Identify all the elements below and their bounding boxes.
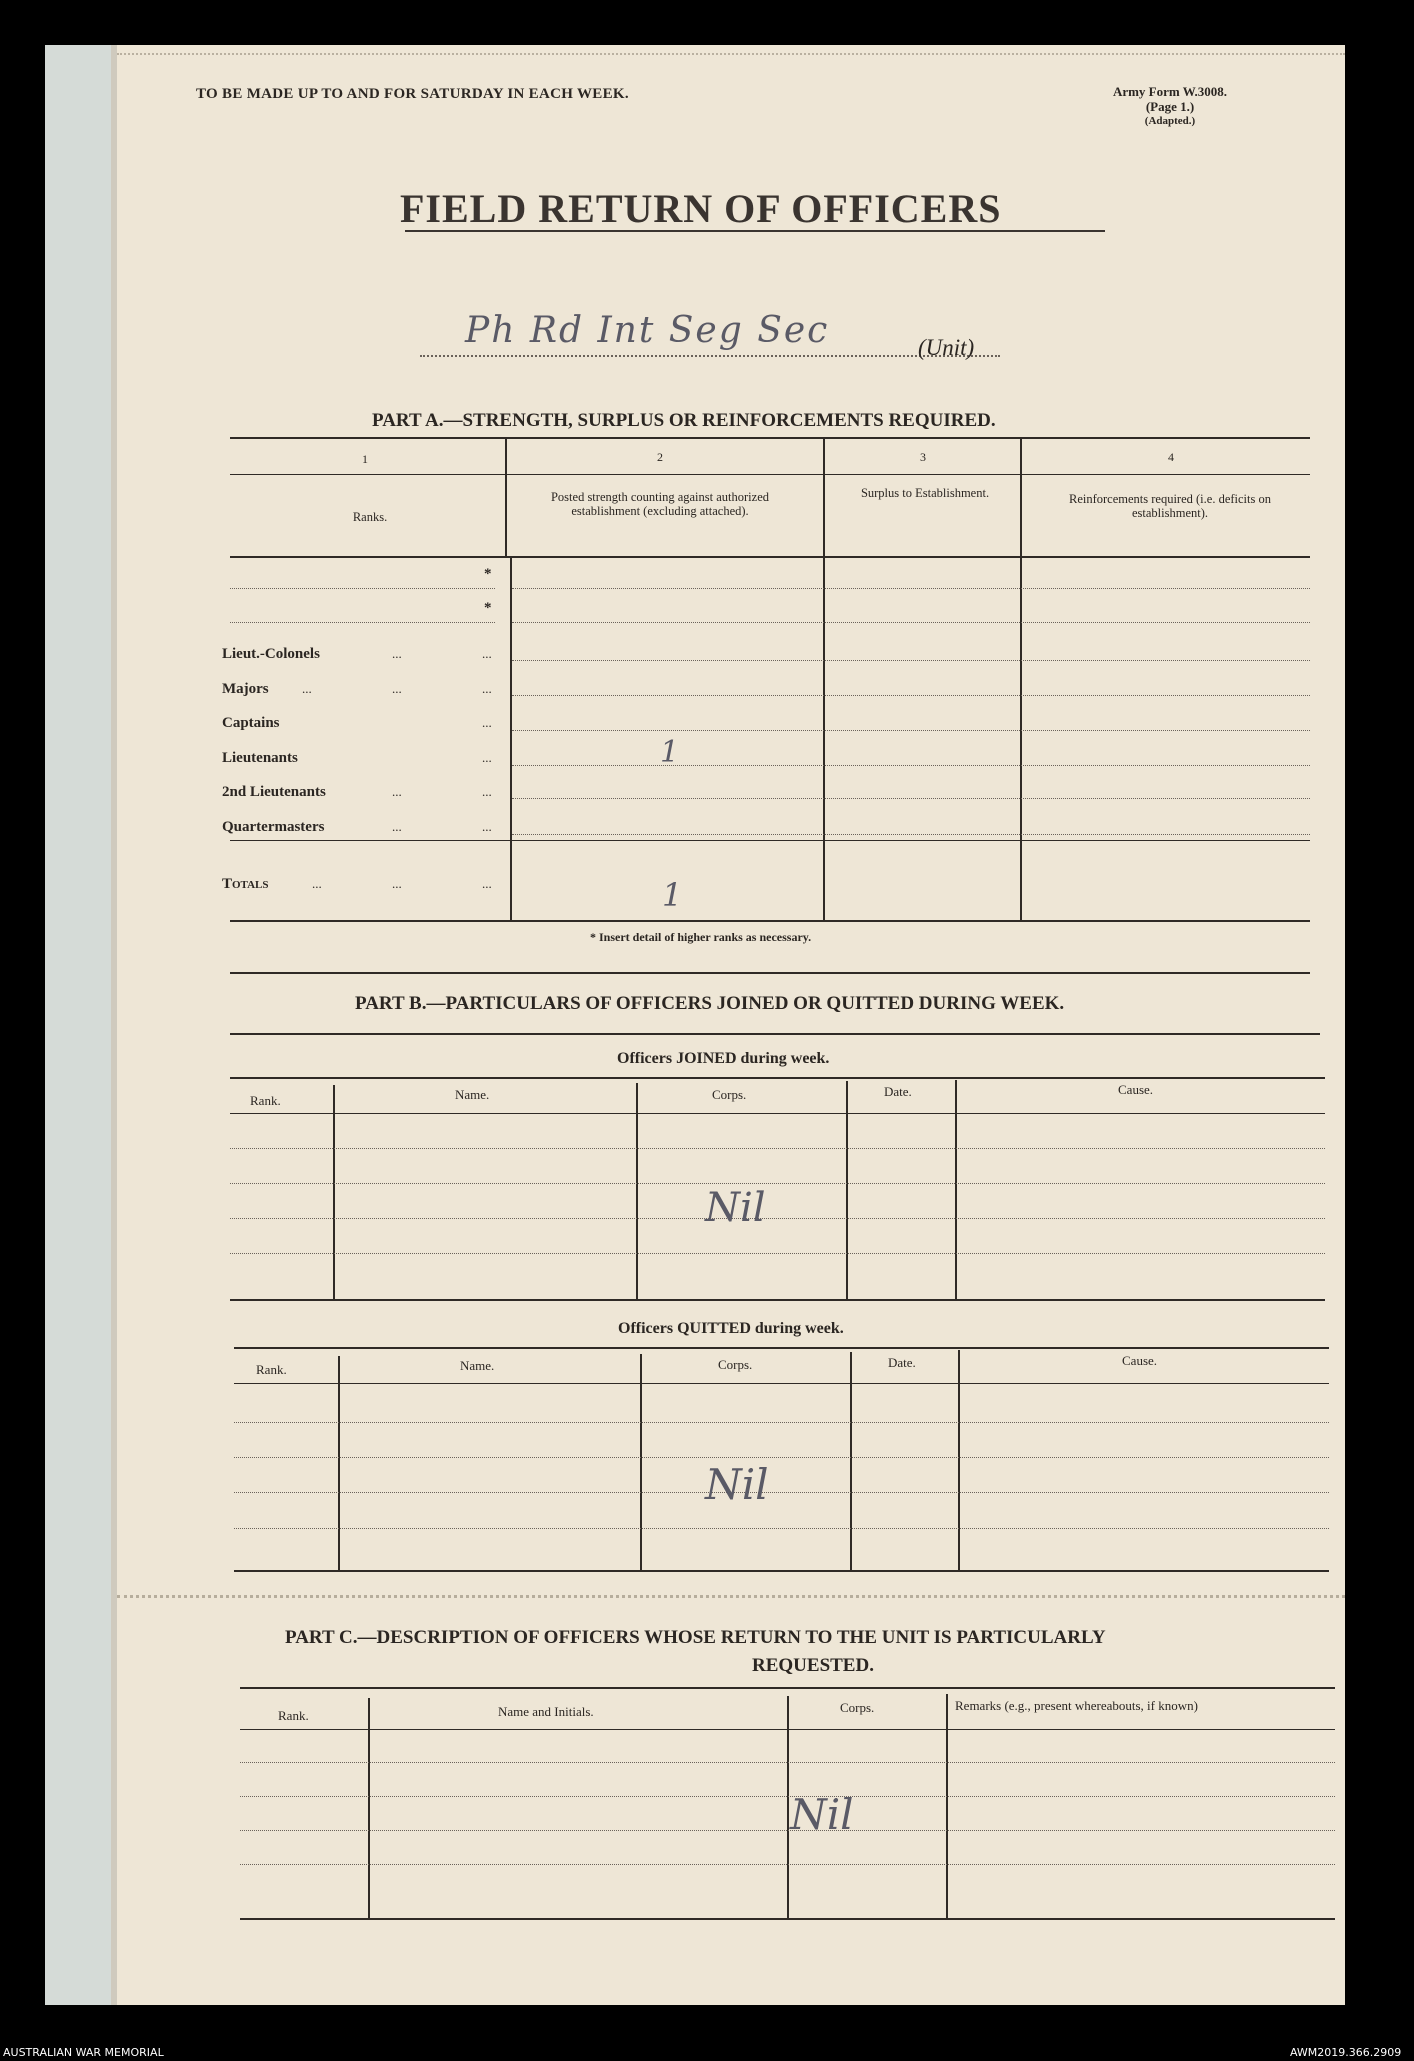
rank-dots: ...: [482, 876, 492, 891]
quitted-col-cause: Cause.: [1122, 1353, 1158, 1368]
row-dotline: [230, 1218, 1325, 1219]
rank-dots: ...: [482, 681, 492, 696]
rank-lieut-colonels: Lieut.-Colonels: [222, 646, 320, 662]
row-dotline: [230, 588, 495, 589]
part-c-col-rank: Rank.: [278, 1708, 309, 1723]
joined-col-name: Name.: [455, 1087, 490, 1102]
quitted-header-rule: [234, 1383, 1329, 1384]
part-c-divider-3: [946, 1694, 948, 1920]
row-dotline: [234, 1492, 1329, 1493]
totals-posted-value: 1: [662, 876, 683, 914]
joined-col-corps: Corps.: [712, 1087, 747, 1102]
rank-2nd-lieutenants: 2nd Lieutenants: [222, 784, 326, 800]
quitted-top-rule: [234, 1347, 1329, 1349]
rank-dots: ...: [392, 646, 402, 661]
part-a-col1-divider: [505, 437, 507, 557]
unit-line: [420, 355, 1000, 357]
rank-majors: Majors: [222, 681, 269, 697]
col-number-3: 3: [920, 450, 926, 464]
row-dotline: [234, 1528, 1329, 1529]
quitted-col-date: Date.: [888, 1355, 916, 1370]
row-dotline: [512, 588, 1310, 589]
row-dotline: [230, 1253, 1325, 1254]
part-a-bottom-rule: [230, 920, 1310, 922]
form-adapted: (Adapted.): [1144, 115, 1196, 127]
rank-lieutenants: Lieutenants: [222, 750, 298, 766]
unit-handwritten: Ph Rd Int Seg Sec: [465, 310, 830, 351]
joined-divider-4: [955, 1080, 957, 1299]
form-reference: [1060, 84, 1280, 129]
joined-col-date: Date.: [884, 1084, 912, 1099]
col-header-surplus: Surplus to Establishment.: [860, 486, 990, 500]
part-c-bottom-rule: [240, 1918, 1335, 1920]
part-c-nil-entry: Nil: [790, 1790, 854, 1839]
accession-number: AWM2019.366.2909: [1290, 2046, 1402, 2059]
row-dotline: [234, 1457, 1329, 1458]
rank-dots: ...: [482, 819, 492, 834]
col-header-posted: Posted strength counting against authorized establishment (excluding attached).: [550, 490, 769, 518]
rank-dots: ...: [482, 646, 492, 661]
col-number-2: 2: [657, 450, 663, 464]
part-c-divider-2: [787, 1696, 789, 1920]
rank-dots: ...: [312, 876, 322, 891]
part-a-col3-divider: [1020, 437, 1022, 920]
part-a-header-rule: [230, 556, 1310, 558]
quitted-divider-2: [640, 1354, 642, 1572]
part-c-divider-1: [368, 1698, 370, 1920]
row-dotline: [512, 798, 1310, 799]
quitted-divider-4: [958, 1350, 960, 1570]
totals-label: Totals: [222, 876, 269, 892]
row-dotline: [512, 695, 1310, 696]
quitted-heading: Officers QUITTED during week.: [618, 1320, 844, 1337]
part-c-heading-line1: PART C.—DESCRIPTION OF OFFICERS WHOSE RETURN TO THE UNIT IS PARTICULARLY: [285, 1627, 1106, 1648]
rank-dots: ...: [482, 784, 492, 799]
rank-dots: ...: [392, 681, 402, 696]
quitted-col-name: Name.: [460, 1358, 495, 1373]
part-a-col2-divider: [823, 437, 825, 920]
row-dotline: [234, 1422, 1329, 1423]
row-dotline: [512, 730, 1310, 731]
part-a-col1-divider-lower: [510, 556, 512, 920]
unit-label: (Unit): [918, 335, 975, 360]
star-row-1: *: [484, 566, 492, 582]
col-header-ranks: Ranks.: [352, 510, 388, 524]
lieutenants-posted-value: 1: [660, 735, 680, 770]
binding-strip: [45, 45, 117, 2005]
row-dotline: [512, 765, 1310, 766]
quitted-nil-entry: Nil: [705, 1460, 769, 1509]
instruction-text: TO BE MADE UP TO AND FOR SATURDAY IN EACH WEEK.: [196, 86, 629, 102]
row-dotline: [512, 660, 1310, 661]
part-c-col-remarks: Remarks (e.g., present whereabouts, if known): [955, 1698, 1198, 1713]
rank-dots: ...: [482, 715, 492, 730]
col-header-reinforcements: Reinforcements required (i.e. deficits on establishment).: [1068, 492, 1271, 520]
quitted-col-rank: Rank.: [256, 1362, 287, 1377]
joined-col-rank: Rank.: [250, 1093, 281, 1108]
row-dotline: [230, 1148, 1325, 1149]
part-c-col-corps: Corps.: [840, 1700, 875, 1715]
joined-header-rule: [230, 1113, 1325, 1114]
quitted-bottom-rule: [234, 1570, 1329, 1572]
part-a-heading: PART A.—STRENGTH, SURPLUS OR REINFORCEMENTS REQUIRED.: [372, 410, 996, 431]
part-c-top-rule: [240, 1687, 1335, 1689]
joined-nil-entry: Nil: [705, 1185, 766, 1231]
row-dotline: [240, 1796, 1335, 1797]
joined-top-rule: [230, 1077, 1325, 1079]
row-dotline: [512, 834, 1310, 835]
rank-dots: ...: [392, 876, 402, 891]
title-underline: [405, 230, 1105, 232]
rank-dots: ...: [482, 750, 492, 765]
joined-divider-1: [333, 1085, 335, 1301]
part-b-top-rule: [230, 1033, 1320, 1035]
rank-dots: ...: [302, 681, 312, 696]
rank-dots: ...: [392, 784, 402, 799]
part-a-top-rule: [230, 437, 1310, 439]
rank-captains: Captains: [222, 715, 280, 731]
joined-heading: Officers JOINED during week.: [617, 1050, 830, 1067]
part-b-heading: PART B.—PARTICULARS OF OFFICERS JOINED OR QUITTED DURING WEEK.: [355, 993, 1065, 1014]
part-a-end-rule: [230, 972, 1310, 974]
row-dotline: [240, 1762, 1335, 1763]
joined-divider-2: [636, 1083, 638, 1301]
quitted-col-corps: Corps.: [718, 1357, 753, 1372]
rank-quartermasters: Quartermasters: [222, 819, 325, 835]
row-dotline: [240, 1830, 1335, 1831]
row-dotline: [230, 622, 495, 623]
row-dotline: [230, 1183, 1325, 1184]
form-id: Army Form W.3008.: [1112, 84, 1228, 99]
col-number-1: 1: [362, 452, 368, 466]
part-a-number-rule: [230, 474, 1310, 475]
rank-dots: ...: [392, 819, 402, 834]
joined-bottom-rule: [230, 1299, 1325, 1301]
part-c-heading-line2: REQUESTED.: [752, 1655, 874, 1676]
perforation-middle: [117, 1595, 1345, 1598]
part-a-footnote: * Insert detail of higher ranks as necessary.: [590, 930, 812, 944]
part-a-totals-rule: [230, 840, 1310, 841]
row-dotline: [240, 1864, 1335, 1865]
joined-divider-3: [846, 1081, 848, 1299]
quitted-divider-1: [338, 1356, 340, 1572]
perforation-top: [117, 53, 1345, 55]
col-number-4: 4: [1168, 450, 1174, 464]
joined-col-cause: Cause.: [1118, 1082, 1154, 1097]
part-c-col-name: Name and Initials.: [498, 1704, 594, 1719]
star-row-2: *: [484, 600, 492, 616]
archive-credit: AUSTRALIAN WAR MEMORIAL: [3, 2046, 164, 2059]
form-title: FIELD RETURN OF OFFICERS: [400, 186, 1002, 231]
form-page: (Page 1.): [1145, 99, 1195, 114]
quitted-divider-3: [850, 1352, 852, 1570]
row-dotline: [512, 622, 1310, 623]
